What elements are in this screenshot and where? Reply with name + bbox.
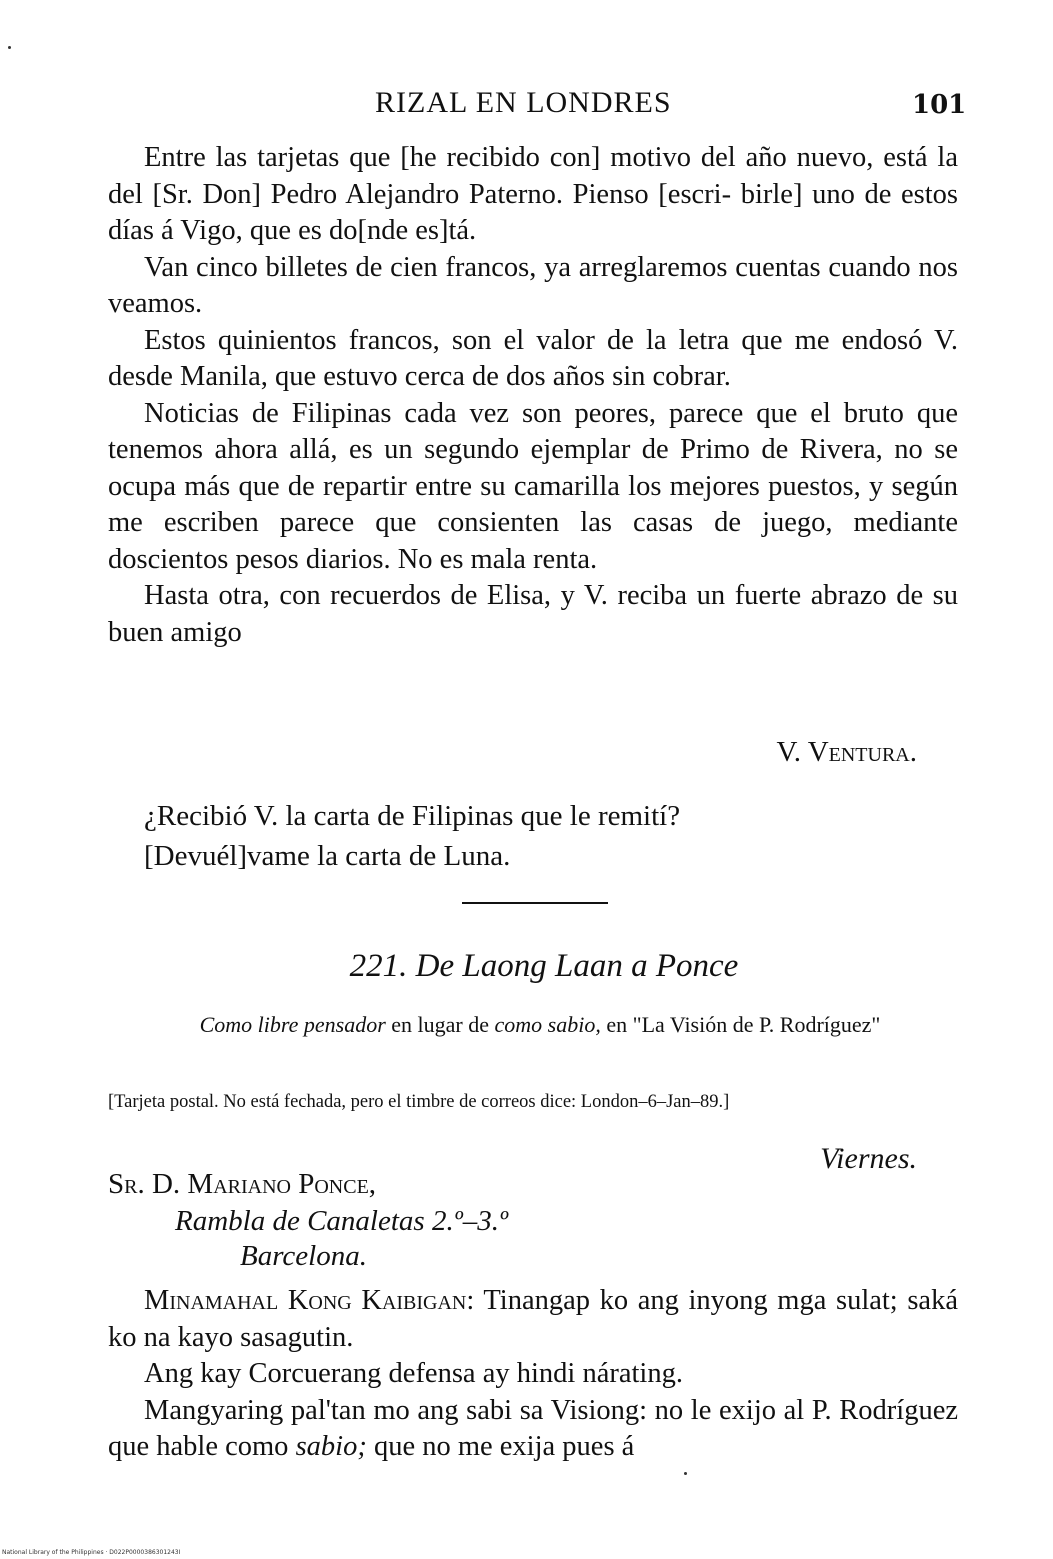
- paragraph: Noticias de Filipinas cada vez son peores, parece que el bruto que tenemos ahora allá, es un segundo ejemplar de Primo de Rivera, no se ocupa más que de repartir entre su camarilla los mejores puestos, y según me escriben parece que consienten las casas de juego, mediante doscientos pesos diarios. No es mala renta.: [108, 397, 958, 575]
- paragraph-text: que no me exija pues á: [366, 1431, 635, 1462]
- paragraph: [108, 1283, 958, 1356]
- paragraph: Ang kay Corcuerang defensa ay hindi nárating.: [144, 1358, 683, 1389]
- address-line-1: Sr. D. Mariano Ponce,: [108, 1168, 377, 1200]
- subtitle-text: en "La Visión de P. Rodríguez": [600, 1012, 881, 1037]
- letter-date: Viernes.: [820, 1142, 917, 1175]
- scan-footer: National Library of the Philippines · D022P0000386301243I: [2, 1549, 181, 1556]
- paragraph: [108, 1393, 958, 1466]
- address-line-3: Barcelona.: [240, 1240, 367, 1272]
- emphasis: sabio;: [295, 1431, 367, 1462]
- running-header-title: RIZAL EN LONDRES: [375, 86, 672, 119]
- page-number: 101: [912, 90, 967, 120]
- subtitle-text: en lugar de: [385, 1012, 495, 1037]
- section-title: 221. De Laong Laan a Ponce: [349, 948, 739, 984]
- signature: V. Ventura.: [776, 736, 917, 768]
- section-divider: [462, 902, 608, 904]
- paragraph-text: Mangyaring pal'tan mo ang sabi sa Visiong: no le exijo al P. Rodríguez que hable como: [108, 1394, 958, 1462]
- editorial-note: [Tarjeta postal. No está fechada, pero el timbre de correos dice: London–6–Jan–89.]: [108, 1092, 730, 1112]
- subtitle-italic: como sabio,: [494, 1012, 601, 1037]
- paragraph: Entre las tarjetas que [he recibido con] motivo del año nuevo, está la del [Sr. Don] Pedro Alejandro Paterno. Pienso [escri- birle] uno de estos días á Vigo, que es do[nde es]tá.: [108, 142, 958, 246]
- paragraph: Estos quinientos francos, son el valor de la letra que me endosó V. desde Manila, que estuvo cerca de dos años sin cobrar.: [108, 324, 958, 392]
- postscript-line: [Devuél]vame la carta de Luna.: [144, 840, 511, 872]
- postscript: [144, 796, 904, 876]
- scan-speck: [684, 1472, 687, 1475]
- letter-body: [108, 140, 958, 651]
- salutation: Minamahal Kong Kaibigan: [144, 1285, 467, 1316]
- section-subtitle: [150, 1010, 930, 1040]
- scan-speck: [8, 46, 11, 49]
- letter-body-2: [108, 1283, 958, 1466]
- subtitle-italic: Como libre pensador: [199, 1012, 386, 1037]
- paragraph-text: : Tinangap ko ang inyong mga sulat; saká ko na kayo sasagutin.: [108, 1285, 958, 1353]
- paragraph: Hasta otra, con recuerdos de Elisa, y V. reciba un fuerte abrazo de su buen amigo: [108, 580, 958, 648]
- postscript-line: ¿Recibió V. la carta de Filipinas que le remití?: [144, 800, 681, 832]
- address-line-2: Rambla de Canaletas 2.º–3.º: [175, 1205, 508, 1237]
- paragraph: Van cinco billetes de cien francos, ya arreglaremos cuentas cuando nos veamos.: [108, 251, 958, 319]
